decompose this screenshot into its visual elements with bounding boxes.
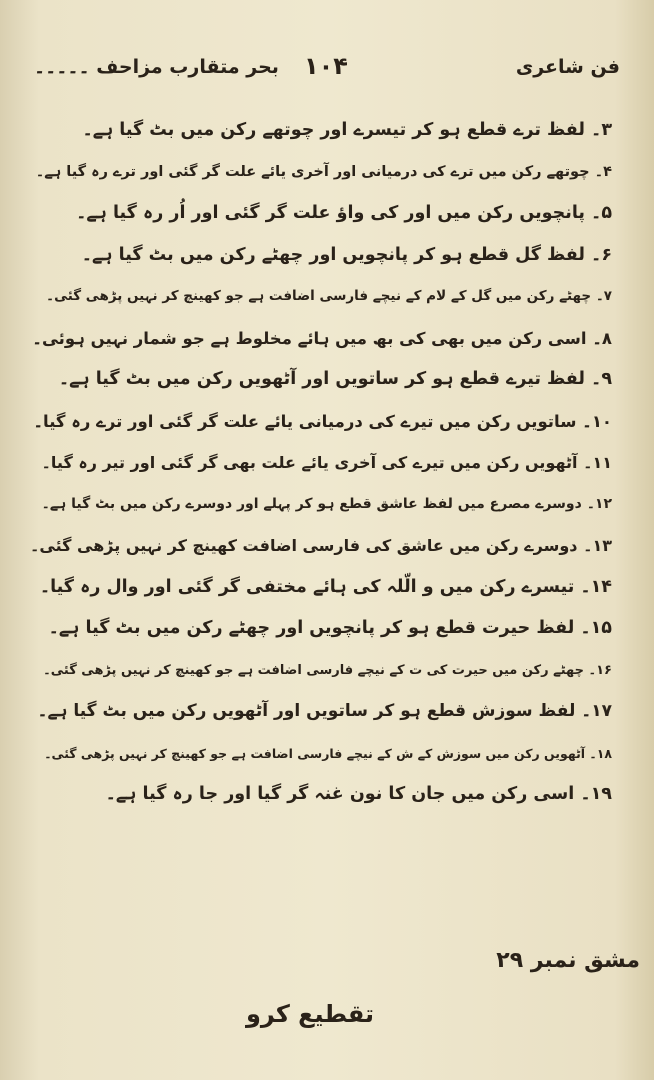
note-line: ۹۔ لفظ تیرے قطع ہو کر ساتویں اور آٹھویں رکن میں بٹ گیا ہے۔ bbox=[58, 369, 612, 389]
note-line: ۴۔ چوتھے رکن میں ترے کی درمیانی اور آخری یائے علت گر گئی اور ترے رہ گیا ہے۔ bbox=[35, 163, 612, 180]
numbered-notes bbox=[30, 110, 612, 816]
note-line: ۱۴۔ تیسرے رکن میں و الّلہ کی ہائے مختفی گر گئی اور وال رہ گیا۔ bbox=[39, 576, 612, 597]
note-line: ۵۔ پانچویں رکن میں اور کی واؤ علت گر گئی اور اُر رہ گیا ہے۔ bbox=[76, 203, 612, 223]
note-line: ۱۱۔ آٹھویں رکن میں تیرے کی آخری یائے علت بھی گر گئی اور تیر رہ گیا۔ bbox=[41, 453, 612, 472]
note-line: ۱۸۔ آٹھویں رکن میں سوزش کے ش کے نیچے فارسی اضافت ہے جو کھینچ کر نہیں پڑھی گئی۔ bbox=[44, 745, 612, 761]
note-line: ۱۳۔ دوسرے رکن میں عاشق کی فارسی اضافت کھینچ کر نہیں پڑھی گئی۔ bbox=[30, 536, 612, 555]
book-title: فن شاعری bbox=[515, 56, 620, 78]
exercise-label: مشق نمبر ۲۹ bbox=[496, 948, 640, 973]
note-line: ۱۷۔ لفظ سوزش قطع ہو کر ساتویں اور آٹھویں رکن میں بٹ گیا ہے۔ bbox=[37, 701, 612, 721]
note-line: ۷۔ چھٹے رکن میں گل کے لام کے نیچے فارسی اضافت ہے جو کھینچ کر نہیں پڑھی گئی۔ bbox=[46, 288, 612, 304]
chapter-title: بحر متقارب مزاحف ۔۔۔۔۔ bbox=[34, 56, 279, 78]
note-line: ۸۔ اسی رکن میں بھی کی بھ میں ہائے مخلوط ہے جو شمار نہیں ہوئی۔ bbox=[32, 328, 612, 348]
note-line: ۱۹۔ اسی رکن میں جان کا نون غنہ گر گیا اور جا رہ گیا ہے۔ bbox=[105, 784, 612, 804]
exercise-instruction: تقطیع کرو bbox=[245, 1000, 374, 1028]
note-line: ۱۶۔ چھٹے رکن میں حیرت کی ت کے نیچے فارسی اضافت ہے جو کھینچ کر نہیں پڑھی گئی۔ bbox=[43, 662, 612, 678]
page-number: ۱۰۴ bbox=[304, 52, 348, 80]
note-line: ۳۔ لفظ ترے قطع ہو کر تیسرے اور چوتھے رکن میں بٹ گیا ہے۔ bbox=[82, 120, 612, 140]
page-header bbox=[34, 50, 620, 94]
note-line: ۱۰۔ ساتویں رکن میں تیرے کی درمیانی یائے علت گر گئی اور ترے رہ گیا۔ bbox=[33, 411, 612, 431]
note-line: ۱۲۔ دوسرے مصرع میں لفظ عاشق قطع ہو کر پہلے اور دوسرے رکن میں بٹ گیا ہے۔ bbox=[41, 495, 612, 512]
note-line: ۱۵۔ لفظ حیرت قطع ہو کر پانچویں اور چھٹے رکن میں بٹ گیا ہے۔ bbox=[48, 618, 612, 638]
note-line: ۶۔ لفظ گل قطع ہو کر پانچویں اور چھٹے رکن میں بٹ گیا ہے۔ bbox=[81, 244, 612, 265]
